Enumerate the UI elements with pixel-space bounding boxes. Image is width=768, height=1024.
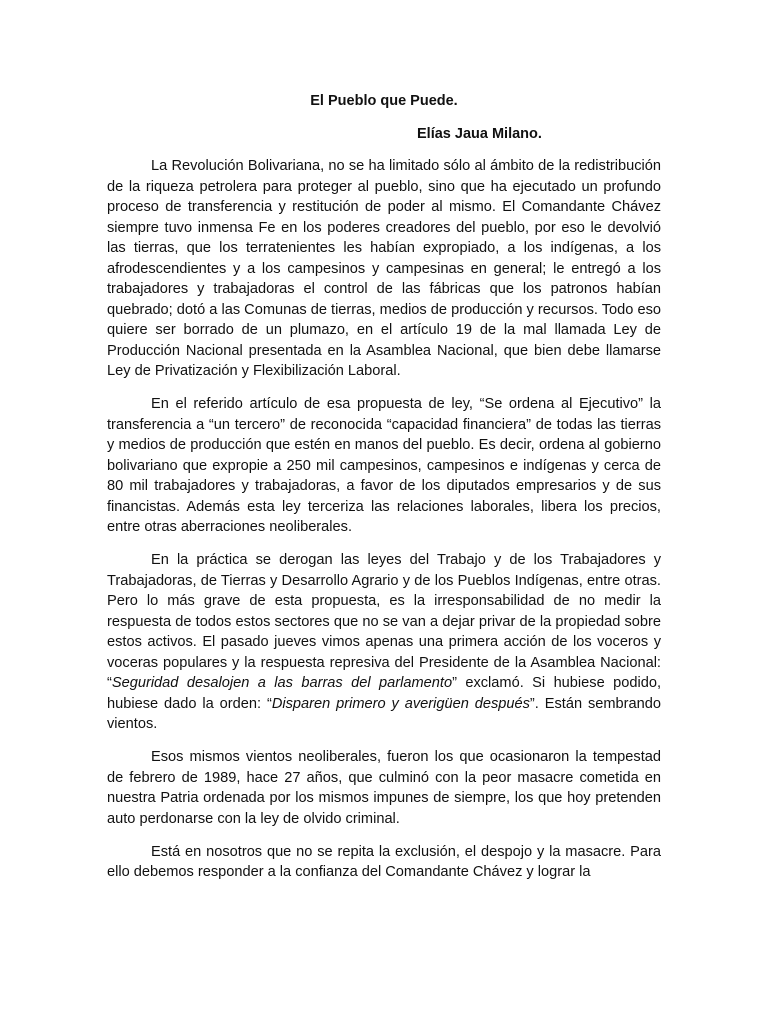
italic-quote: Seguridad desalojen a las barras del parlamento (111, 675, 453, 691)
paragraph-text: En el referido artículo de esa propuesta de ley, “Se ordena al Ejecutivo” la transferencia a “un tercero” de reconocida “capacidad financiera” de todas las tierras y medios de producción que estén en manos del pueblo. Es decir, ordena al gobierno bolivariano que expropie a 250 mil campesinos, campesinos e indígenas y cerca de 80 mil trabajadores y trabajadoras, a favor de los diputados empresarios y de sus financistas. Además esta ley terceriza las relaciones laborales, libera los precios, entre otras aberraciones neoliberales. (107, 396, 661, 535)
paragraph-text: Está en nosotros que no se repita la exclusión, el despojo y la masacre. Para ello debemos responder a la confianza del Comandante Chávez y lograr la (107, 843, 661, 880)
document-body (107, 156, 661, 895)
paragraph-text: Esos mismos vientos neoliberales, fueron los que ocasionaron la tempestad de febrero de 1989, hace 27 años, que culminó con la peor masacre cometida en nuestra Patria ordenada por los mismos impunes de siempre, los que hoy pretenden auto perdonarse con la ley de olvido criminal. (107, 749, 661, 827)
body-paragraph (107, 394, 661, 538)
italic-quote: Disparen primero y averigüen después (271, 695, 530, 712)
paragraph-text: En la práctica se derogan las leyes del Trabajo y de los Trabajadores y Trabajadoras, de Tierras y Desarrollo Agrario y de los Pueblos Indígenas, entre otras. Pero lo más grave de esta propuesta, es la irresponsabilidad de no medir la respuesta de todos estos sectores que no se van a dejar privar de la propiedad sobre estos activos. El pasado jueves vimos apenas una primera acción de los voceros y voceras populares y la respuesta represiva del Presidente de la Asamblea Nacional: “ (107, 552, 661, 691)
paragraph-text: ”. Están sembrando vientos. (107, 695, 661, 732)
paragraph-text: ” exclamó. Si hubiese podido, hubiese dado la orden: “ (107, 675, 661, 712)
body-paragraph (107, 747, 661, 829)
body-paragraph (107, 842, 661, 883)
document-author: Elías Jaua Milano. (417, 126, 542, 142)
document-title: El Pueblo que Puede. (310, 93, 458, 109)
body-paragraph (107, 156, 661, 382)
body-paragraph (107, 550, 661, 735)
paragraph-text: La Revolución Bolivariana, no se ha limitado sólo al ámbito de la redistribución de la riqueza petrolera para proteger al pueblo, sino que ha ejecutado un profundo proceso de transferencia y restitución de poder al mismo. El Comandante Chávez siempre tuvo inmensa Fe en los poderes creadores del pueblo, por eso le devolvió las tierras, que los terratenientes les habían expropiado, a los indígenas, a los afrodescendientes y a los campesinos y campesinas en general; le entregó a los trabajadores y trabajadoras el control de las fábricas que los patronos habían quebrado; dotó a las Comunas de tierras, medios de producción y recursos. Todo eso quiere ser borrado de un plumazo, en el artículo 19 de la mal llamada Ley de Producción Nacional presentada en la Asamblea Nacional, que bien debe llamarse Ley de Privatización y Flexibilización Laboral. (107, 158, 661, 379)
document-page (107, 0, 661, 1024)
